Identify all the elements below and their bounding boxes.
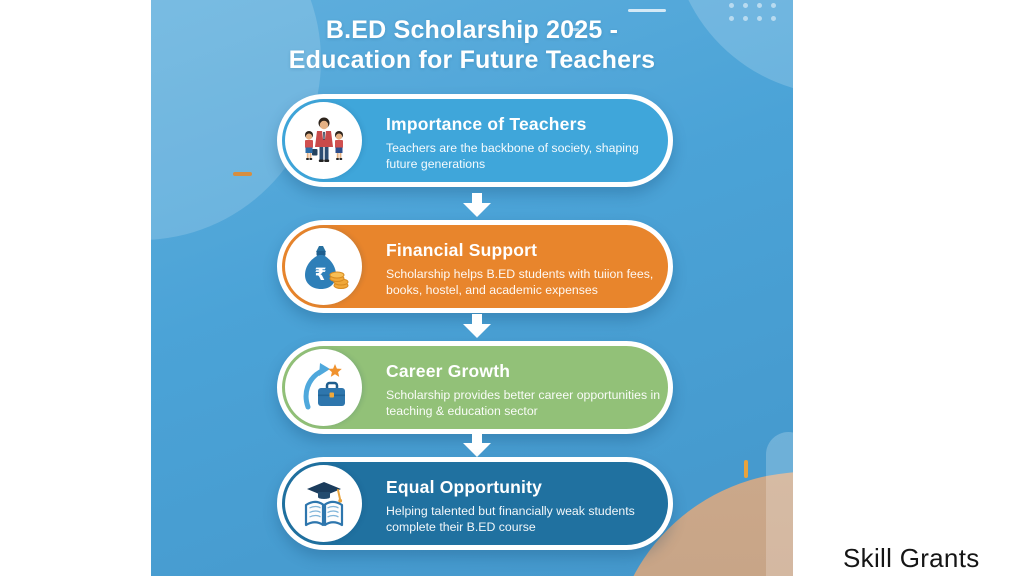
- growth-arrow-star-briefcase-icon: [296, 360, 352, 416]
- card-icon-circle: [285, 102, 362, 179]
- card-text-block: [386, 361, 664, 420]
- card-text-block: [386, 240, 664, 299]
- down-arrow-icon: [461, 314, 493, 338]
- down-arrow-icon: [461, 193, 493, 217]
- card-career-growth: [277, 341, 673, 434]
- card-financial-support: [277, 220, 673, 313]
- card-description: Scholarship provides better career opportunities in teaching & education sector: [386, 388, 661, 419]
- card-text-block: [386, 114, 664, 173]
- card-description: Scholarship helps B.ED students with tuiion fees, books, hostel, and academic expenses: [386, 267, 654, 298]
- title-line-1: B.ED Scholarship 2025 -: [325, 16, 619, 44]
- card-title: Equal Opportunity: [386, 477, 543, 497]
- infographic-title: [151, 16, 793, 75]
- decorative-orange-dash-horizontal: [233, 172, 252, 176]
- decorative-edge-panel: [766, 432, 793, 576]
- card-title: Career Growth: [386, 361, 511, 381]
- open-book-graduation-cap-icon: [296, 476, 352, 532]
- brand-label: Skill Grants: [843, 543, 980, 573]
- decorative-orange-dash-vertical: [744, 460, 748, 478]
- card-icon-circle: [285, 465, 362, 542]
- money-bag-rupee-coins-icon: [296, 239, 352, 295]
- teacher-with-students-icon: [296, 113, 352, 169]
- card-icon-circle: [285, 349, 362, 426]
- svg-text:₹: ₹: [314, 264, 326, 285]
- card-importance-of-teachers: [277, 94, 673, 187]
- card-equal-opportunity: [277, 457, 673, 550]
- card-title: Financial Support: [386, 240, 538, 260]
- down-arrow-icon: [461, 433, 493, 457]
- card-description: Helping talented but financially weak students complete their B.ED course: [386, 504, 635, 535]
- scholarship-infographic: [151, 0, 793, 576]
- card-text-block: [386, 477, 664, 536]
- card-icon-circle: [285, 228, 362, 305]
- card-description: Teachers are the backbone of society, shaping future generations: [386, 141, 639, 172]
- title-line-2: Education for Future Teachers: [288, 45, 656, 74]
- decorative-white-dash: [628, 9, 666, 12]
- card-title: Importance of Teachers: [386, 114, 587, 134]
